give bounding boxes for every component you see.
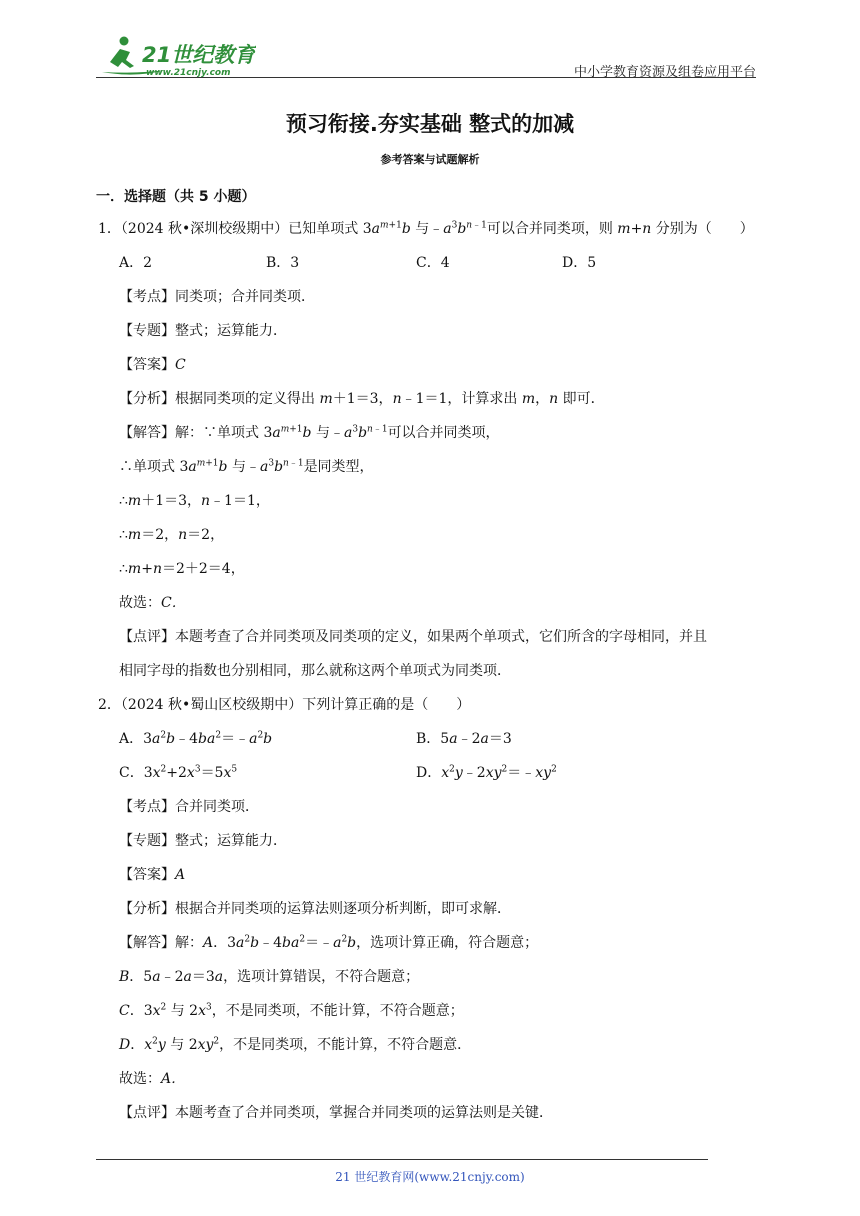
q1-option-a: A．2	[119, 255, 153, 271]
page-subtitle: 参考答案与试题解析	[380, 153, 480, 166]
q1-step2: ∴m＋1＝3，n﹣1＝1，	[119, 493, 270, 509]
footer-link[interactable]: 21 世纪教育网(www.21cnjy.com)	[335, 1170, 525, 1184]
q2-kaodian: 【考点】合并同类项．	[119, 799, 259, 815]
page-title: 预习衔接.夯实基础 整式的加减	[285, 112, 575, 136]
q1-jieda: 【解答】解：∵单项式 $3a^{m+1}b$ 与$﹣a^3b^{n﹣1}$可以合并同类项，	[119, 424, 500, 441]
platform-name: 中小学教育资源及组卷应用平台	[573, 65, 756, 80]
q1-option-b: B．3	[266, 255, 300, 271]
q2-stem: 2．（2024 秋•蜀山区校级期中）下列计算正确的是（ ）	[98, 697, 471, 713]
logo-url: www.21cnjy.com	[146, 68, 231, 78]
site-logo	[96, 32, 256, 78]
q1-step1: ∴单项式 $3a^{m+1}b$ 与$﹣a^3b^{n﹣1}$是同类型，	[119, 458, 374, 475]
q1-dianping-1: 【点评】本题考查了合并同类项及同类项的定义，如果两个单项式，它们所含的字母相同，并且	[119, 629, 707, 645]
q1-answer: 【答案】C	[119, 357, 186, 373]
q2-answer: 【答案】A	[119, 867, 186, 883]
q1-choose: 故选：C．	[119, 595, 186, 611]
q1-option-c: C．4	[416, 255, 450, 271]
q2-option-d: D．$x^2y﹣2xy^2=﹣xy^2$	[416, 764, 557, 781]
q1-zhuanti: 【专题】整式；运算能力．	[119, 323, 287, 339]
q2-choose: 故选：A．	[119, 1071, 186, 1087]
q2-jieda-c: C．$3x^2$ 与 $2x^3$，不是同类项，不能计算，不符合题意；	[119, 1002, 464, 1019]
q2-option-c: C．$3x^2+2x^3=5x^5$	[119, 764, 238, 781]
q2-jieda-a: 【解答】解：A．$3a^2b﹣4ba^2=﹣a^2b$，选项计算正确，符合题意；	[119, 934, 539, 951]
header-divider	[96, 77, 756, 78]
section-heading: 一．选择题（共 5 小题）	[96, 189, 256, 205]
q2-fenxi: 【分析】根据合并同类项的运算法则逐项分析判断，即可求解．	[119, 901, 511, 917]
q1-step4: ∴m+n＝2＋2＝4，	[119, 561, 245, 577]
q1-option-d: D．5	[562, 255, 597, 271]
logo-text: 21世纪教育	[142, 43, 256, 67]
footer-divider	[96, 1159, 708, 1160]
q1-kaodian: 【考点】同类项；合并同类项．	[119, 289, 315, 305]
q1-stem: 1．（2024 秋•深圳校级期中）已知单项式 $3a^{m+1}b$ 与$﹣a^3b^{n﹣1}$可以合并同类项，则 m+n 分别为（ ）	[98, 220, 754, 237]
q2-option-b: B．5a﹣2a＝3	[416, 731, 512, 747]
q2-dianping: 【点评】本题考查了合并同类项，掌握合并同类项的运算法则是关键．	[119, 1105, 553, 1121]
q2-jieda-b: B．5a﹣2a＝3a，选项计算错误，不符合题意；	[119, 969, 420, 985]
q2-jieda-d: D．$x^2y$ 与 $2xy^2$，不是同类项，不能计算，不符合题意．	[119, 1036, 472, 1053]
q2-option-a: A．$3a^2b﹣4ba^2=﹣a^2b$	[119, 730, 273, 747]
q1-fenxi: 【分析】根据同类项的定义得出 m＋1＝3，n﹣1＝1，计算求出 m，n 即可．	[119, 391, 605, 407]
q2-zhuanti: 【专题】整式；运算能力．	[119, 833, 287, 849]
q1-dianping-2: 相同字母的指数也分别相同，那么就称这两个单项式为同类项．	[119, 663, 511, 679]
q1-step3: ∴m＝2，n＝2，	[119, 527, 225, 543]
